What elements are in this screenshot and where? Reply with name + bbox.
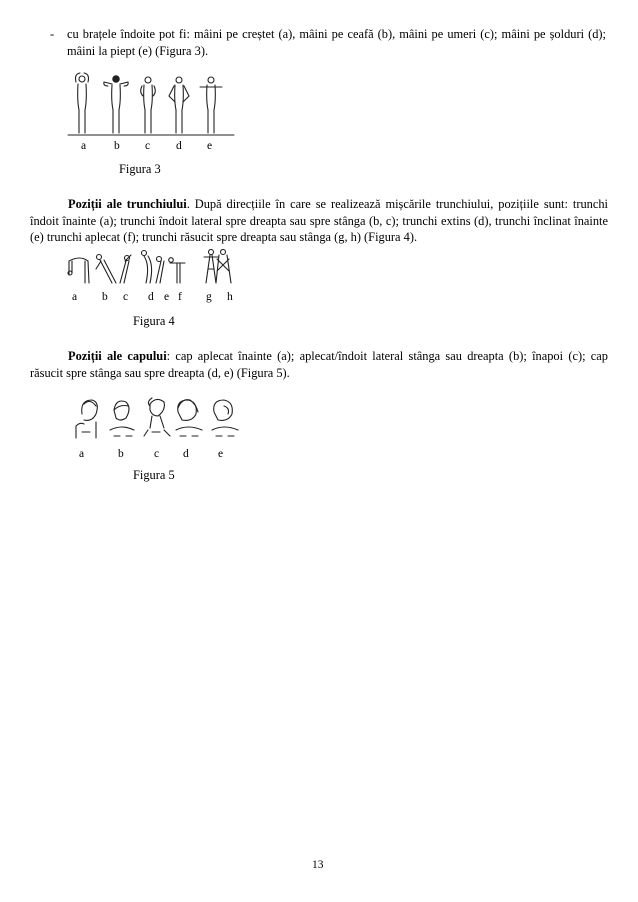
figure-4-h-drawing <box>216 250 231 284</box>
figure-4-label-h: h <box>227 291 233 303</box>
figure-3-c-drawing <box>141 77 156 133</box>
figure-4-e-drawing <box>156 257 164 284</box>
figure-4-caption: Figura 4 <box>133 314 175 328</box>
figure-3-label-a: a <box>81 140 87 152</box>
head-text: : cap aplecat înainte (a); aplecat/îndoit lateral stânga sau dreapta (b); înapoi (c); cap răsucit spre stânga sau spre dreapta (d, e) (Figura 5). <box>30 349 608 380</box>
figure-5-label-e: e <box>218 448 224 460</box>
figure-4-g-drawing <box>204 250 218 284</box>
figure-5-label-c: c <box>154 448 160 460</box>
figure-4-f-drawing <box>169 258 185 283</box>
bullet-marker: - <box>50 27 55 41</box>
figure-3-label-e: e <box>207 140 213 152</box>
head-paragraph <box>30 348 608 381</box>
head-heading: Poziții ale capului <box>68 349 167 363</box>
figure-4-b-drawing <box>96 255 116 284</box>
figure-5-illustration <box>72 394 242 444</box>
figure-4-label-c: c <box>123 291 129 303</box>
figure-5-label-a: a <box>79 448 85 460</box>
trunk-heading: Poziții ale trunchiului <box>68 197 187 211</box>
figure-5-b-drawing <box>110 401 134 436</box>
bullet-paragraph: cu brațele îndoite pot fi: mâini pe creștet (a), mâini pe ceafă (b), mâini pe umeri (c); mâini pe șolduri (d); mâini la piept (e) (Figura 3). <box>67 27 606 58</box>
figure-3-label-b: b <box>114 140 120 152</box>
figure-3-label-c: c <box>145 140 151 152</box>
figure-4-a-drawing <box>68 258 89 283</box>
figure-5-c-drawing <box>144 398 170 436</box>
trunk-text: . După direcțiile în care se realizează mișcările trunchiului, pozițiile sunt: trunchi îndoit înainte (a); trunchi îndoit lateral spre dreapta sau spre stânga (b, c); trunchi extins (d), trunchi înclinat înainte (e) trunchi aplecat (f); trunchi răsucit spre dreapta sau stânga (g, h) (Figura 4). <box>30 197 608 244</box>
figure-5-e-drawing <box>212 400 238 436</box>
figure-4-label-a: a <box>72 291 78 303</box>
figure-3-e-drawing <box>200 77 222 133</box>
figure-4-illustration <box>64 249 244 287</box>
figure-3-d-drawing <box>169 77 189 133</box>
figure-4-c-drawing <box>120 255 131 283</box>
figure-5-label-d: d <box>183 448 189 460</box>
figure-4-label-g: g <box>206 291 212 303</box>
figure-4-label-e: e <box>164 291 170 303</box>
figure-5-a-drawing <box>76 400 97 438</box>
figure-5-caption: Figura 5 <box>133 468 175 482</box>
figure-3-b-drawing <box>104 76 128 133</box>
figure-3-caption: Figura 3 <box>119 162 161 176</box>
trunk-paragraph <box>30 196 608 246</box>
page-number: 13 <box>312 859 324 871</box>
figure-5-d-drawing <box>176 400 202 436</box>
figure-4-label-b: b <box>102 291 108 303</box>
figure-4-label-f: f <box>178 291 182 303</box>
figure-3-a-drawing <box>76 73 89 133</box>
figure-5-label-b: b <box>118 448 124 460</box>
figure-4-label-d: d <box>148 291 154 303</box>
figure-4-d-drawing <box>142 251 152 284</box>
figure-3-label-d: d <box>176 140 182 152</box>
